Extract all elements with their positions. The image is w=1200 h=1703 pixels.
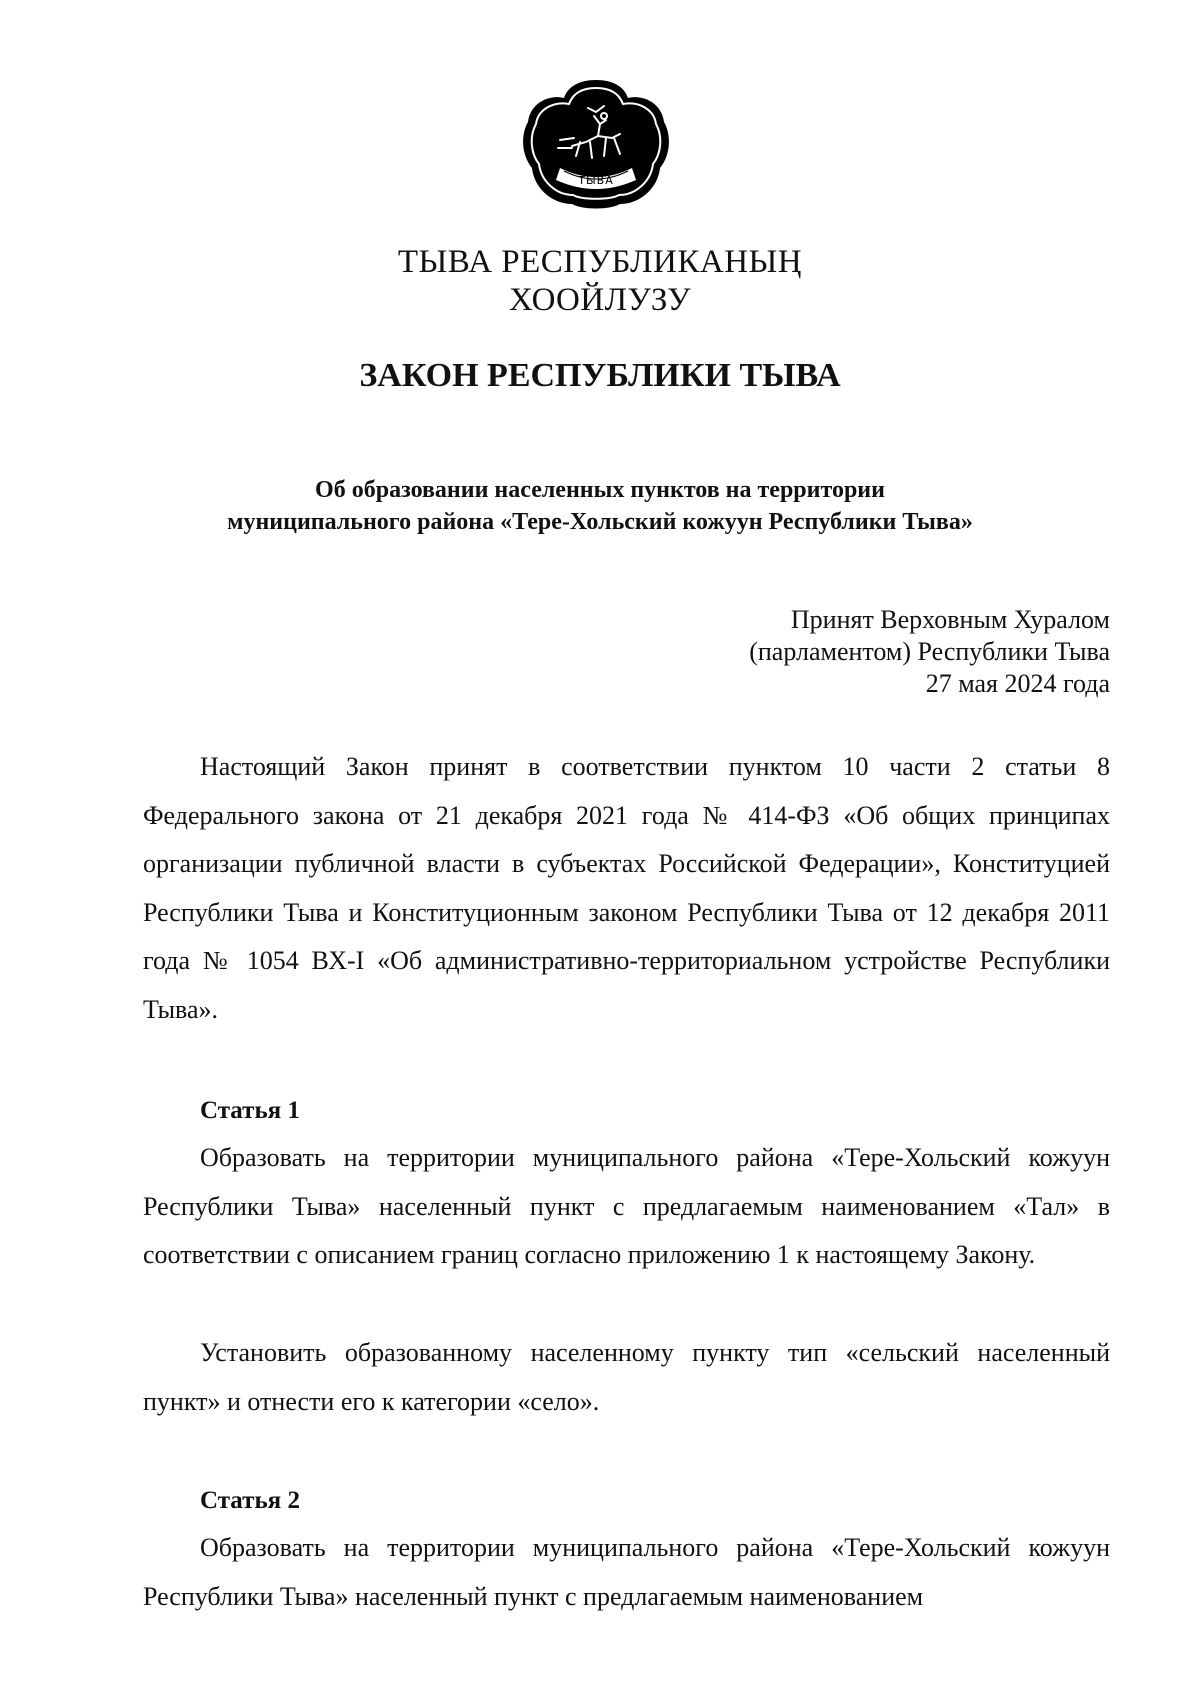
article-2-heading: Статья 2 bbox=[200, 1487, 300, 1514]
adopted-line-1: Принят Верховным Хуралом bbox=[790, 605, 1110, 634]
header-line-1: ТЫВА РЕСПУБЛИКАНЫҢ bbox=[397, 244, 803, 280]
article-1-heading: Статья 1 bbox=[200, 1097, 300, 1124]
tuva-coat-of-arms-icon bbox=[520, 76, 672, 212]
adoption-date: 27 мая 2024 года bbox=[925, 669, 1110, 698]
article-2-paragraph-1: Образовать на территории муниципального района «Тере-Хольский кожуун Республики Тыва» населенный пункт с предлагаемым наименованием bbox=[143, 1533, 1110, 1611]
header-line-2: ХООЙЛУЗУ bbox=[508, 282, 692, 318]
article-1-paragraph-1: Образовать на территории муниципального района «Тере-Хольский кожуун Республики Тыва» населенный пункт с предлагаемым наименованием «Тал» в соответствии с описанием границ согласно приложению 1 к настоящему Закону. bbox=[143, 1143, 1110, 1269]
svg-text:ТЫВА: ТЫВА bbox=[578, 174, 614, 187]
preamble-paragraph: Настоящий Закон принят в соответствии пунктом 10 части 2 статьи 8 Федерального закона от 21 декабря 2021 года № 414-ФЗ «Об общих принципах организации публичной власти в субъектах Российской Федерации», Конституцией Республики Тыва и Конституционным законом Республики Тыва от 12 декабря 2011 года № 1054 ВХ-I «Об административно-территориальном устройстве Республики Тыва». bbox=[143, 752, 1110, 1024]
article-1-paragraph-2: Установить образованному населенному пункту тип «сельский населенный пункт» и отнести его к категории «село». bbox=[143, 1338, 1110, 1416]
subject-line-1: Об образовании населенных пунктов на территории bbox=[315, 477, 885, 503]
subject-line-2: муниципального района «Тере-Хольский кожуун Республики Тыва» bbox=[227, 509, 973, 535]
adopted-line-2: (парламентом) Республики Тыва bbox=[749, 637, 1110, 666]
law-title: ЗАКОН РЕСПУБЛИКИ ТЫВА bbox=[359, 357, 841, 394]
